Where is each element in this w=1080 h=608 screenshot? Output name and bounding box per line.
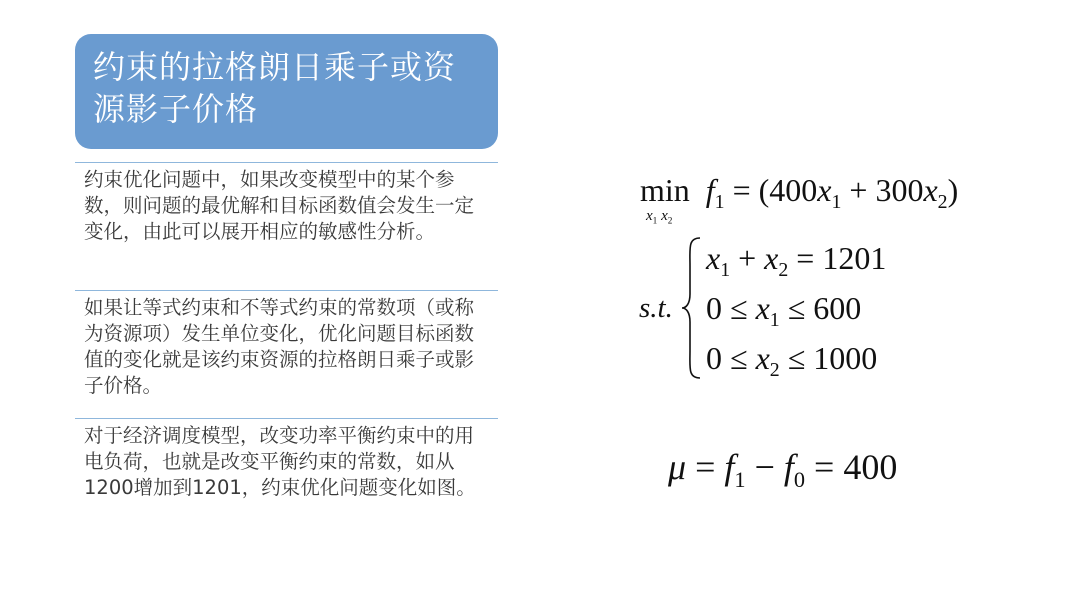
constraint-brace [680,236,702,380]
paragraph-dispatch-example: 对于经济调度模型，改变功率平衡约束中的用电负荷，也就是改变平衡约束的常数，如从1200增加到1201，约束优化问题变化如图。 [75,418,498,548]
constraint-x2-bounds: $0 \le x_2 \le 1000$ [706,340,878,381]
constraint-x1-bounds: $0 \le x_1 \le 600$ [706,290,862,331]
subject-to-label: s.t. [639,292,673,324]
constraint-balance: $x_1 + x_2 = 1201$ [706,240,887,281]
paragraph-sensitivity: 约束优化问题中，如果改变模型中的某个参数，则问题的最优解和目标函数值会发生一定变化，由此可以展开相应的敏感性分析。 [75,162,498,290]
shadow-price-equation: $\mu = f_1 - f_0 = 400$ [668,447,898,492]
paragraph-shadow-price: 如果让等式约束和不等式约束的常数项（或称为资源项）发生单位变化，优化问题目标函数值的变化就是该约束资源的拉格朗日乘子或影子价格。 [75,290,498,418]
title-box [75,34,498,149]
min-operator: min $x_1$ $x_2$ [640,172,690,227]
slide-title: 约束的拉格朗日乘子或资源影子价格 [93,48,457,128]
objective-function: min $x_1$ $x_2$ $f_1 = (400x_1 + 300x_2)$ [640,172,959,227]
min-subscript: $x_1$ $x_2$ [646,208,673,227]
